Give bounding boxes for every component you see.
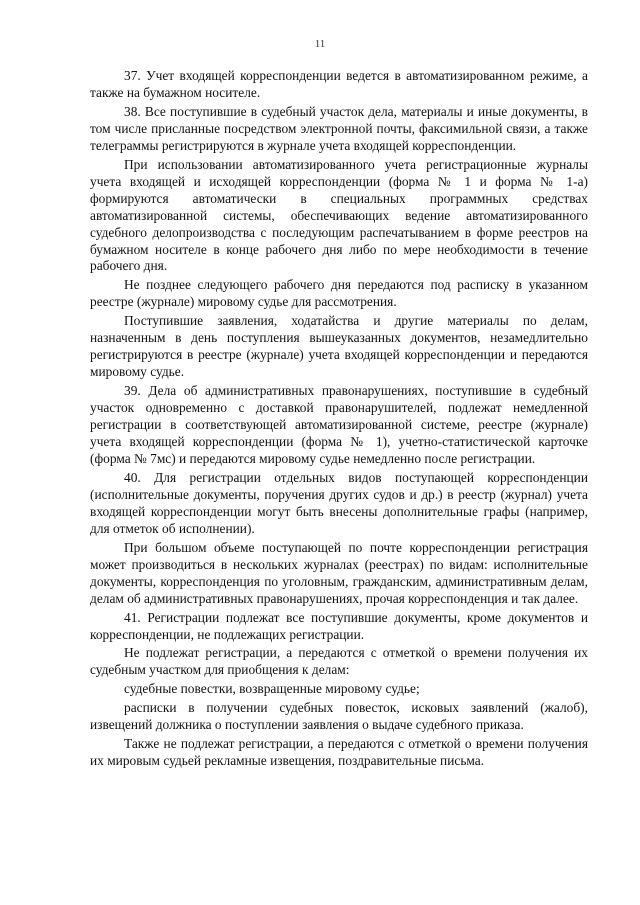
list-item-court-summons: судебные повестки, возвращенные мировому судье; bbox=[124, 681, 420, 697]
paragraph-received-statements: Поступившие заявления, ходатайства и другие материалы по делам, назначенным в день поступления вышеуказанных документов, незамедлительно регистрируются в реестре (журнале) учета входящей корреспонденции и передаются мировому судье. bbox=[90, 313, 588, 380]
paragraph-automated-accounting: При использовании автоматизированного учета регистрационные журналы учета входящей и исходящей корреспонденции (форма № 1 и форма № 1-а) формируются автоматически в специальных программных средствах автоматизированной системы, обеспечивающих ведение автоматизированного судебного делопроизводства с последующим распечатыванием в форме реестров на бумажном носителе в конце рабочего дня либо по мере необходимости в течение рабочего дня. bbox=[90, 156, 588, 274]
paragraph-next-working-day: Не позднее следующего рабочего дня передаются под расписку в указанном реестре (журнале) мировому судье для рассмотрения. bbox=[90, 277, 588, 310]
paragraph-not-registered: Не подлежат регистрации, а передаются с отметкой о времени получения их судебным участком для приобщения к делам: bbox=[90, 645, 588, 678]
paragraph-large-volume: При большом объеме поступающей по почте корреспонденции регистрация может производиться в нескольких журналах (реестрах) по видам: исполнительные документы, корреспонденция по уголовным, гражданским, административным делам, делам об административных правонарушениях, прочая корреспонденция и так далее. bbox=[90, 539, 588, 606]
paragraph-37: 37. Учет входящей корреспонденции ведется в автоматизированном режиме, а также на бумажном носителе. bbox=[90, 68, 588, 100]
paragraph-39: 39. Дела об административных правонарушениях, поступившие в судебный участок одновременно с доставкой правонарушителей, подлежат немедленной регистрации в соответствующей автоматизированной системе, реестре (журнале) учета входящей корреспонденции (форма № 1), учетно-статистической карточке (форма № 7мс) и передаются мировому судье немедленно после регистрации. bbox=[90, 383, 588, 466]
paragraph-advertising: Также не подлежат регистрации, а передаются с отметкой о времени получения их мировым судьей рекламные извещения, поздравительные письма. bbox=[90, 736, 588, 769]
list-item-receipts: расписки в получении судебных повесток, исковых заявлений (жалоб), извещений должника о поступлении заявления о выдаче судебного приказа. bbox=[90, 700, 588, 733]
document-body bbox=[90, 68, 588, 772]
paragraph-38: 38. Все поступившие в судебный участок дела, материалы и иные документы, в том числе присланные посредством электронной почты, факсимильной связи, а также телеграммы регистрируются в журнале учета входящей корреспонденции. bbox=[90, 103, 588, 153]
paragraph-40: 40. Для регистрации отдельных видов поступающей корреспонденции (исполнительные документы, поручения других судов и др.) в реестр (журнал) учета входящей корреспонденции могут быть внесены дополнительные графы (например, для отметок об исполнении). bbox=[90, 469, 588, 536]
page-number: 11 bbox=[314, 38, 326, 50]
paragraph-41: 41. Регистрации подлежат все поступившие документы, кроме документов и корреспонденции, не подлежащих регистрации. bbox=[90, 609, 588, 642]
